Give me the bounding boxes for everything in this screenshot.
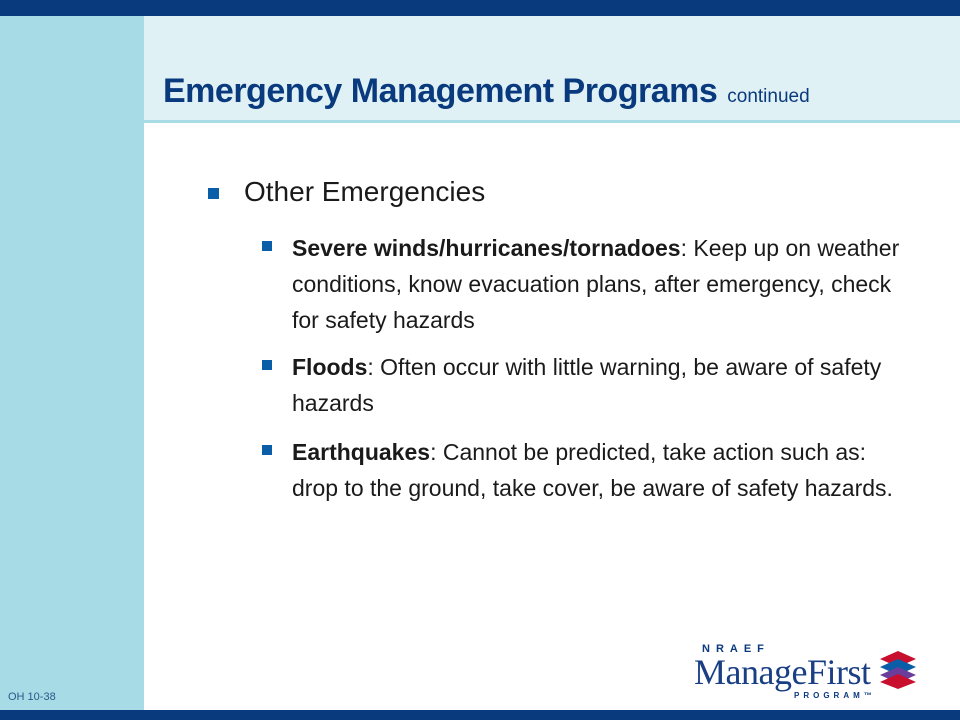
- sub-bullet-description: : Keep up on weather conditions, know evacuation plans, after emergency, check for safety hazards: [292, 235, 900, 333]
- logo-top-text: NRAEF: [702, 643, 770, 655]
- main-bullet-text: Other Emergencies: [244, 176, 486, 207]
- sub-bullet-winds: [262, 230, 912, 338]
- sub-bullet-description: : Cannot be predicted, take action such as: drop to the ground, take cover, be aware of safety hazards.: [292, 439, 893, 501]
- slide-code: OH 10-38: [8, 691, 56, 703]
- square-bullet-icon: [262, 445, 272, 455]
- title-divider: [144, 120, 960, 123]
- sub-bullet-term: Earthquakes: [292, 439, 431, 465]
- square-bullet-icon: [208, 188, 219, 199]
- sub-bullet-earthquakes: [262, 434, 912, 506]
- sub-bullet-text: [292, 230, 912, 338]
- top-bar: [0, 0, 960, 16]
- square-bullet-icon: [262, 241, 272, 251]
- square-bullet-icon: [262, 360, 272, 370]
- sub-bullet-floods: [262, 349, 912, 421]
- left-panel: [0, 16, 144, 710]
- sub-bullet-description: : Often occur with little warning, be aware of safety hazards: [292, 354, 882, 416]
- bottom-bar: [0, 710, 960, 720]
- sub-bullet-text: [292, 349, 912, 421]
- sub-bullet-term: Severe winds/hurricanes/tornadoes: [292, 235, 681, 261]
- stacked-books-icon: [878, 649, 918, 689]
- slide-title-suffix: continued: [727, 86, 810, 107]
- logo-name: ManageFirst: [694, 652, 871, 692]
- sub-bullet-term: Floods: [292, 354, 368, 380]
- sub-bullet-text: [292, 434, 912, 506]
- slide-title: [163, 72, 810, 111]
- slide-title-text: Emergency Management Programs: [163, 72, 718, 110]
- managefirst-logo: [694, 643, 924, 703]
- logo-bottom-text: PROGRAM™: [794, 691, 876, 700]
